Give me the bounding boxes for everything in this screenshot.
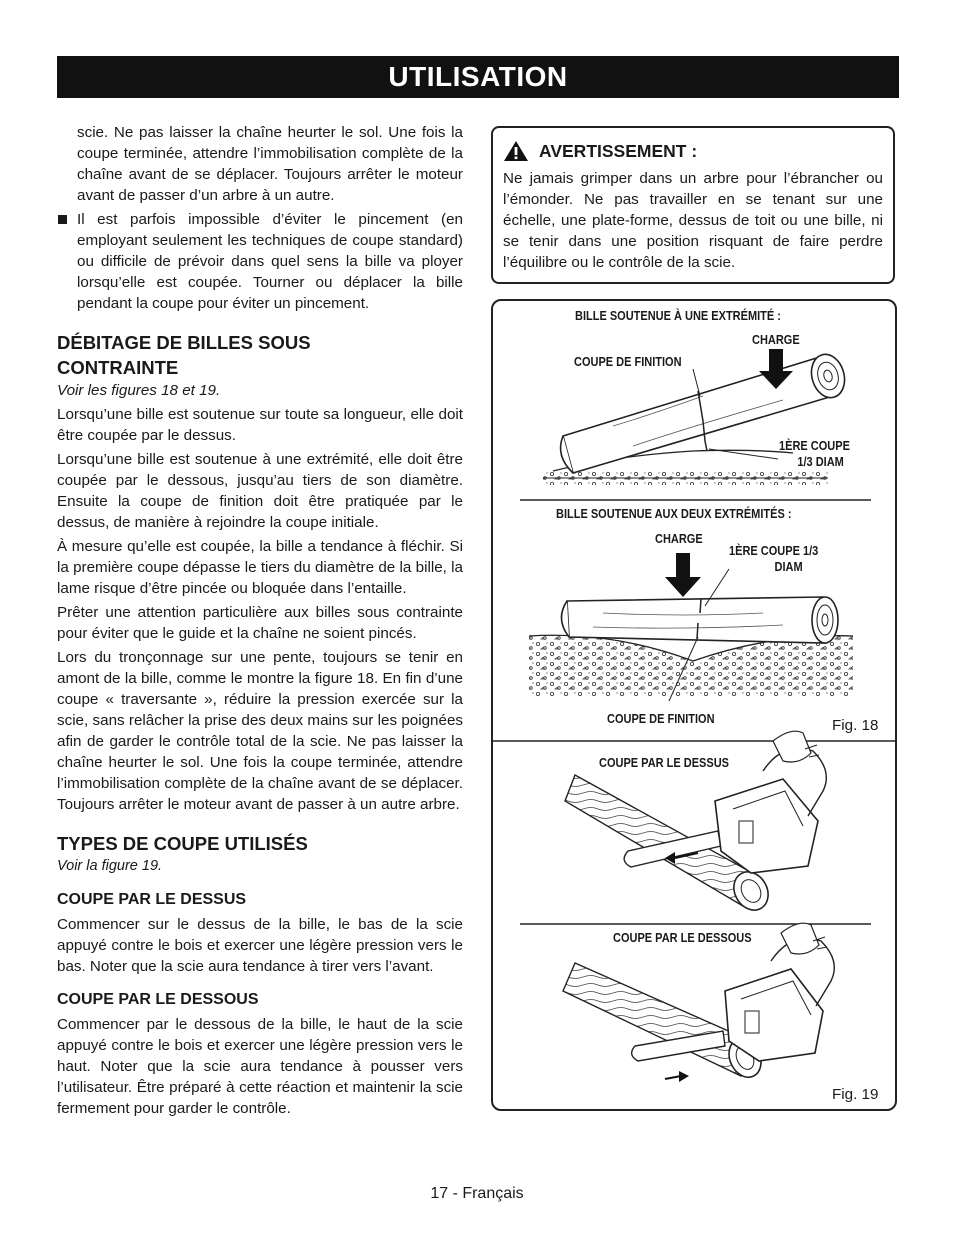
section-heading-stress-logs	[57, 330, 463, 380]
bullet-item	[57, 209, 463, 314]
section-heading-cut-types: TYPES DE COUPE UTILISÉS	[57, 833, 308, 854]
fig19-caption: Fig. 19	[832, 1086, 879, 1103]
fig18-panel2-charge-label: CHARGE	[655, 532, 703, 546]
section-heading-line1: DÉBITAGE DE BILLES SOUS	[57, 332, 311, 353]
bullet-text: Il est parfois impossible d’éviter le pincement (en employant seulement les techniques de coupe standard) ou difficile de prévoir dans quel sens la bille va ployer lorsqu’elle est coupée. Tourner ou déplacer la bille pendant la coupe pour éviter un pincement.	[77, 211, 463, 312]
fig18-panel1-first-cut-label	[779, 438, 850, 470]
figure-reference: Voir les figures 18 et 19.	[57, 382, 221, 399]
label-line2: 1/3 DIAM	[797, 455, 844, 469]
warning-header	[503, 140, 883, 162]
warning-box	[491, 126, 895, 284]
subheading-top-cut: COUPE PAR LE DESSUS	[57, 891, 247, 908]
fig18-panel2-title: BILLE SOUTENUE AUX DEUX EXTRÉMITÉS :	[556, 507, 792, 521]
figure-reference: Voir la figure 19.	[57, 858, 163, 874]
fig18-panel2-finish-cut-label: COUPE DE FINITION	[607, 712, 715, 726]
label-line1: 1ÈRE COUPE	[779, 439, 850, 453]
fig19-panel2-drawing	[563, 923, 834, 1082]
page-footer: 17 - Français	[430, 1185, 524, 1202]
subheading-bottom-cut: COUPE PAR LE DESSOUS	[57, 991, 259, 1008]
paragraph: Lorsqu’une bille est soutenue à une extrémité, elle doit être coupée par le dessous, jusqu’au tiers de son diamètre. Ensuite la coupe de finition doit être pratiquée par le dessus, de manière à rejoindre la coupe initiale.	[57, 451, 463, 531]
label-line2: DIAM	[774, 560, 803, 574]
warning-title: AVERTISSEMENT :	[539, 140, 698, 161]
fig18-panel2-first-cut-label	[729, 543, 818, 575]
fig19-top-cut-label: COUPE PAR LE DESSUS	[599, 756, 729, 770]
fig19-bottom-cut-label: COUPE PAR LE DESSOUS	[613, 931, 752, 945]
paragraph: Lorsqu’une bille est soutenue sur toute sa longueur, elle doit être coupée par le dessus.	[57, 406, 463, 444]
paragraph: Lors du tronçonnage sur une pente, toujours se tenir en amont de la bille, comme le montre la figure 18. En fin d’une coupe « traversante », réduire la pression exercée sur la scie, sans relâcher la prise des deux mains sur les poignées afin de garder le contrôle total de la scie. Ne pas laisser la chaîne heurter le sol. Une fois la coupe terminée, attendre l’immobilisation complète de la chaîne avant de se déplacer. Toujours arrêter le moteur avant de passer à un autre arbre.	[57, 649, 463, 813]
paragraph: Commencer sur le dessus de la bille, le bas de la scie appuyé contre le bois et exercer une légère pression vers le bas. Noter que la scie aura tendance à tirer vers l’avant.	[57, 916, 463, 975]
paragraph: Commencer par le dessous de la bille, le haut de la scie appuyé contre le bois et exercer une légère pression vers le haut. Noter que la scie aura tendance à pousser vers l’utilisateur. Être préparé à cette réaction et maintenir la scie fermement pour garder le contrôle.	[57, 1016, 463, 1117]
fig18-panel2-drawing	[529, 553, 853, 701]
figure-box	[491, 299, 897, 1111]
paragraph: Prêter une attention particulière aux billes sous contrainte pour éviter que le guide et la chaîne ne soient pincés.	[57, 604, 463, 642]
square-bullet-icon	[58, 215, 67, 224]
page-title-banner: UTILISATION	[57, 56, 899, 98]
continued-paragraph: scie. Ne pas laisser la chaîne heurter le sol. Une fois la coupe terminée, attendre l’immobilisation complète de la chaîne avant de se déplacer. Toujours arrêter le moteur avant de passer d’un arbre à un autre.	[77, 124, 463, 204]
warning-triangle-icon	[503, 140, 529, 162]
section-heading-line2: CONTRAINTE	[57, 357, 179, 378]
fig18-caption: Fig. 18	[832, 717, 879, 734]
fig18-panel1-charge-label: CHARGE	[752, 333, 800, 347]
figure-illustrations	[493, 301, 897, 1111]
paragraph: À mesure qu’elle est coupée, la bille a tendance à fléchir. Si la première coupe dépasse le tiers du diamètre de la bille, la lame risque d’être pincée ou bloquée dans l’entaille.	[57, 538, 463, 597]
fig18-panel1-finish-cut-label: COUPE DE FINITION	[574, 355, 682, 369]
label-line1: 1ÈRE COUPE 1/3	[729, 544, 819, 558]
left-column	[57, 122, 463, 1122]
warning-text: Ne jamais grimper dans un arbre pour l’ébrancher ou l’émonder. Ne pas travailler en se tenant sur une échelle, une plate-forme, dessus de toit ou une bille, ni se tenir dans une position risquant de faire perdre l’équilibre ou le contrôle de la scie.	[503, 170, 883, 271]
fig18-panel1-title: BILLE SOUTENUE À UNE EXTRÉMITÉ :	[575, 309, 781, 323]
